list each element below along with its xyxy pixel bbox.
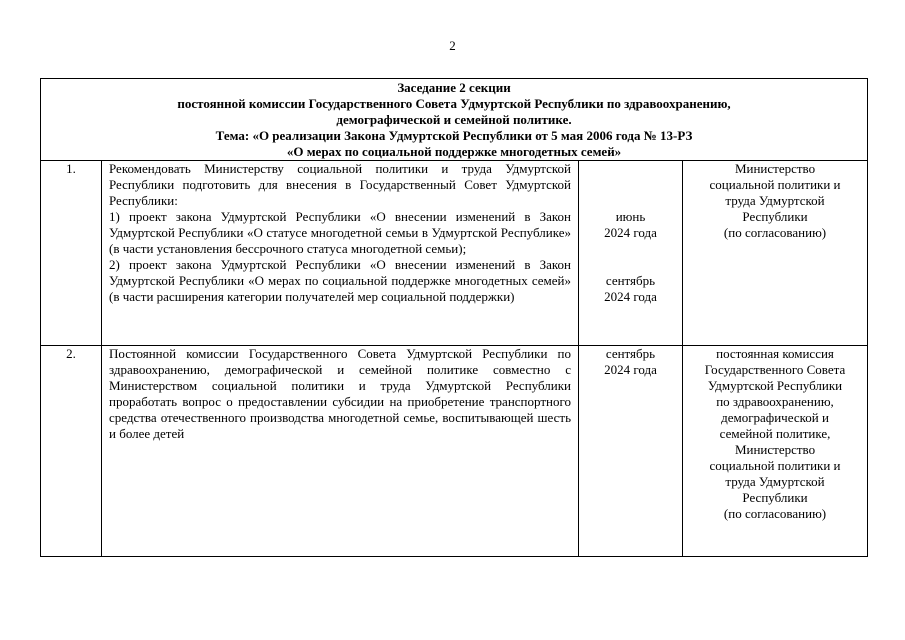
row-text	[102, 346, 579, 557]
responsible-line: социальной политики и	[709, 177, 841, 192]
responsible-line: по здравоохранению,	[716, 394, 834, 409]
responsible-line: постоянная комиссия	[716, 346, 834, 361]
responsible-line: Государственного Совета	[704, 362, 846, 377]
header-line-1: Заседание 2 секции	[397, 80, 511, 95]
table-row	[41, 161, 868, 346]
deadline-year: 2024 года	[604, 289, 657, 304]
row-deadline	[579, 161, 683, 346]
row-deadline	[579, 346, 683, 557]
row-text-paragraph: Рекомендовать Министерству социальной политики и труда Удмуртской Республики подготовить для внесения в Государственный Совет Удмуртской Республики:	[109, 161, 571, 208]
responsible-line: Республики	[742, 209, 808, 224]
responsible-line: Министерство	[734, 442, 816, 457]
row-number: 1.	[41, 161, 102, 346]
row-text-paragraph: 1) проект закона Удмуртской Республики «О внесении изменений в Закон Удмуртской Республики «О статусе многодетной семьи в Удмуртской Республике» (в части установления бессрочного статуса многодетной семьи);	[109, 209, 571, 256]
responsible-line: демографической и	[721, 410, 829, 425]
responsible-line: Республики	[742, 490, 808, 505]
responsible-line: труда Удмуртской	[725, 474, 825, 489]
row-text	[102, 161, 579, 346]
deadline-year: 2024 года	[604, 362, 657, 377]
deadline-year: 2024 года	[604, 225, 657, 240]
header-line-4: Тема: «О реализации Закона Удмуртской Республики от 5 мая 2006 года № 13-РЗ	[215, 128, 693, 143]
responsible-line: труда Удмуртской	[725, 193, 825, 208]
responsible-line: (по согласованию)	[723, 506, 827, 521]
table-header-row	[41, 79, 868, 161]
deadline-month: сентябрь	[605, 273, 656, 288]
header-line-2: постоянной комиссии Государственного Совета Удмуртской Республики по здравоохранению,	[177, 96, 731, 111]
row-text-paragraph: Постоянной комиссии Государственного Совета Удмуртской Республики по здравоохранению, демографической и семейной политике совместно с Министерством социальной политики и труда Удмуртской Республики проработать вопрос о предоставлении субсидии на приобретение транспортного средства отечественного производства многодетной семье, воспитывающей шесть и более детей	[109, 346, 571, 441]
session-header	[41, 79, 868, 161]
responsible-line: социальной политики и	[709, 458, 841, 473]
responsible-line: Удмуртской Республики	[707, 378, 843, 393]
page-number: 2	[449, 38, 456, 53]
header-line-5: «О мерах по социальной поддержке многодетных семей»	[286, 144, 622, 159]
responsible-line: (по согласованию)	[723, 225, 827, 240]
row-responsible	[683, 161, 868, 346]
table-row	[41, 346, 868, 557]
row-responsible	[683, 346, 868, 557]
row-text-paragraph: 2) проект закона Удмуртской Республики «О внесении изменений в Закон Удмуртской Республики «О мерах по социальной поддержке многодетных семей» (в части расширения категории получателей мер социальной поддержки)	[109, 257, 571, 304]
responsible-line: Министерство	[734, 161, 816, 176]
deadline-month: сентябрь	[605, 346, 656, 361]
deadline-month: июнь	[615, 209, 646, 224]
header-line-3: демографической и семейной политике.	[336, 112, 572, 127]
responsible-line: семейной политике,	[719, 426, 831, 441]
row-number: 2.	[41, 346, 102, 557]
resolution-table	[40, 78, 868, 557]
